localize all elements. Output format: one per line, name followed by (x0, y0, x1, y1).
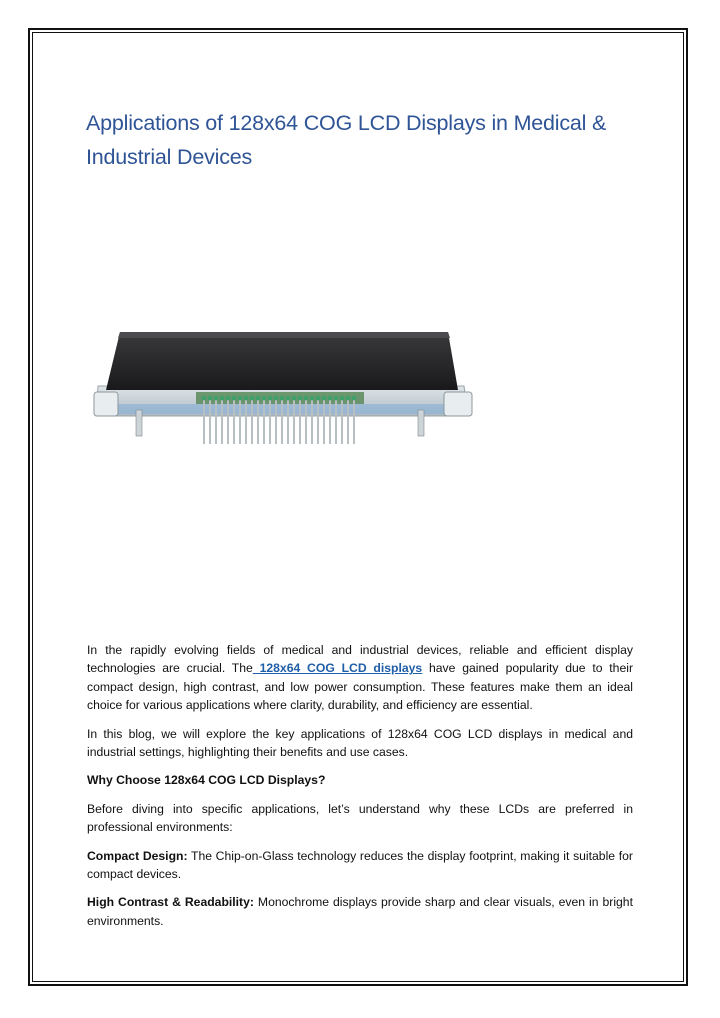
feature-compact-design (87, 847, 633, 884)
lcd-module-image (92, 322, 476, 452)
feature-high-contrast (87, 893, 633, 930)
article-body (87, 641, 633, 940)
preface-paragraph: Before diving into specific applications, let’s understand why these LCDs are preferred in professional environments: (87, 801, 633, 835)
feature-label: Compact Design: (87, 848, 188, 863)
feature-text: The Chip-on-Glass technology reduces the display footprint, making it suitable for compact devices. (87, 848, 633, 882)
section-heading-text: Why Choose 128x64 COG LCD Displays? (87, 773, 326, 788)
intro-text-after: have gained popularity due to their compact design, high contrast, and low power consumption. These features make them an ideal choice for various applications where clarity, durability, and efficiency are essential. (87, 661, 633, 713)
intro-text-before: In the rapidly evolving fields of medical and industrial devices, reliable and efficient display technologies are crucial. The (87, 643, 633, 676)
feature-text: Monochrome displays provide sharp and clear visuals, even in bright environments. (87, 895, 633, 928)
intro-paragraph (87, 641, 633, 715)
cog-lcd-link[interactable]: 128x64 COG LCD displays (252, 661, 423, 676)
section-heading (87, 771, 633, 789)
blog-overview-paragraph: In this blog, we will explore the key applications of 128x64 COG LCD displays in medical and industrial settings, highlighting their benefits and use cases. (87, 726, 633, 760)
feature-label: High Contrast & Readability: (87, 895, 254, 910)
page-title: Applications of 128x64 COG LCD Displays in Medical & Industrial Devices (86, 111, 607, 169)
